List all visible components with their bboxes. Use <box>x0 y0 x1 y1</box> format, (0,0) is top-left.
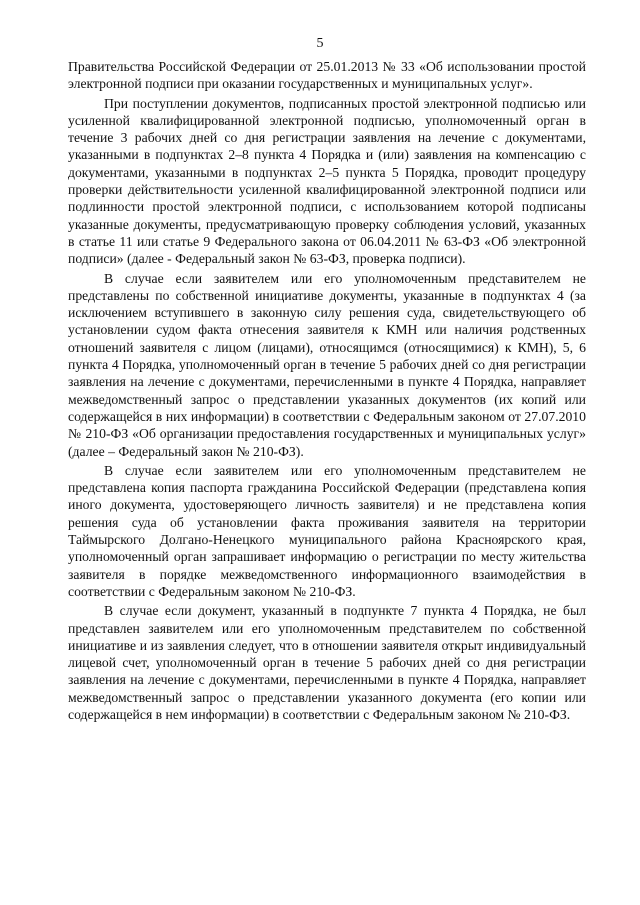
paragraph-passport-copy: В случае если заявителем или его уполномоченным представителем не представлена копия паспорта гражданина Российской Федерации (представлена копия иного документа, удостоверяющего личность заявителя) и не представлена копия решения суда об установлении факта проживания заявителя на территории Таймырского Долгано-Ненецкого муниципального района Красноярского края, уполномоченный орган запрашивает информацию о регистрации по месту жительства заявителя в порядке межведомственного информационного взаимодействия в соответствии с Федеральным законом № 210-ФЗ. <box>68 462 586 599</box>
paragraph-continuation: Правительства Российской Федерации от 25.01.2013 № 33 «Об использовании простой электронной подписи при оказании государственных и муниципальных услуг». <box>68 59 586 92</box>
paragraph-interagency-request: В случае если заявителем или его уполномоченным представителем не представлены по собственной инициативе документы, указанные в подпунктах 4 (за исключением вступившего в законную силу решения суда, свидетельствующего об установлении судом факта отнесения заявителя к КМН или наличия родственных отношений заявителя с лицом (лицами), относящимся (относящимися) к КМН), 5, 6 пункта 4 Порядка, уполномоченный орган в течение 5 рабочих дней со дня регистрации заявления на лечение с документами, перечисленными в пункте 4 Порядка, направляет межведомственный запрос о представлении указанных документов (их копий или содержащейся в них информации) в соответствии с Федеральным законом от 27.07.2010 № 210-ФЗ «Об организации предоставления государственных и муниципальных услуг» (далее – Федеральный закон № 210-ФЗ). <box>68 270 586 459</box>
page-number: 5 <box>316 36 324 51</box>
document-body <box>68 58 586 725</box>
paragraph-signature-verification: При поступлении документов, подписанных простой электронной подписью или усиленной квалифицированной электронной подписью, уполномоченный орган в течение 3 рабочих дней со дня регистрации заявления на лечение с документами, указанными в подпунктах 2–8 пункта 4 Порядка и (или) заявления на компенсацию с документами, указанными в подпунктах 2–5 пункта 5 Порядка, проводит процедуру проверки действительности усиленной квалифицированной электронной подписи или подлинности простой электронной подписи, с использованием которой подписаны указанные документы, предусматривающую проверку соблюдения условий, указанных в статье 11 или статье 9 Федерального закона от 06.04.2011 № 63-ФЗ «Об электронной подписи» (далее - Федеральный закон № 63-ФЗ, проверка подписи). <box>68 95 586 267</box>
paragraph-personal-account: В случае если документ, указанный в подпункте 7 пункта 4 Порядка, не был представлен заявителем или его уполномоченным представителем по собственной инициативе и из заявления следует, что в отношении заявителя открыт индивидуальный лицевой счет, уполномоченный орган в течение 5 рабочих дней со дня регистрации заявления на лечение с документами, перечисленными в пункте 4 Порядка, направляет межведомственный запрос о представлении указанного документа (его копии или содержащейся в нем информации) в соответствии с Федеральным законом № 210-ФЗ. <box>68 603 586 722</box>
